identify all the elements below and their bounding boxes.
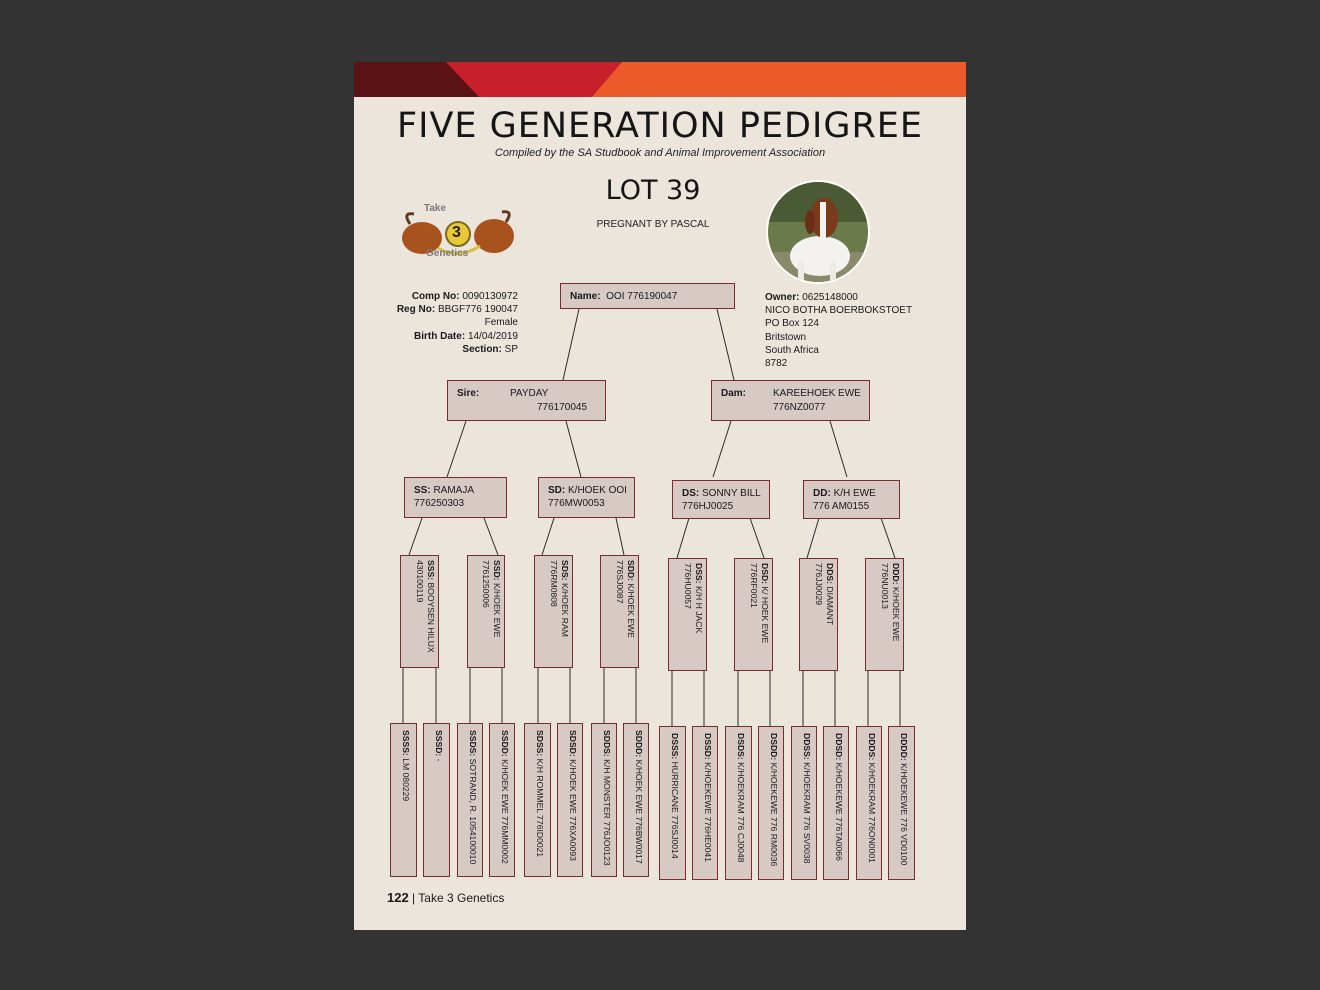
sd-box bbox=[538, 477, 635, 518]
page-footer bbox=[387, 890, 504, 905]
gen4-text-sdd: SDD: K/HOEK EWE 776SJ0087 bbox=[615, 560, 636, 638]
dam-box bbox=[711, 380, 870, 421]
lot-number: LOT 39 bbox=[605, 175, 701, 206]
ss-reg: 776250303 bbox=[414, 498, 465, 509]
dam-name: KAREEHOEK EWE bbox=[773, 388, 861, 399]
page-subtitle: Compiled by the SA Studbook and Animal Improvement Association bbox=[494, 147, 826, 159]
gen5-text-ddss: DDSS: K/HOEKRAM 776 SV0038 bbox=[802, 733, 812, 864]
reg-no-value: BBGF776 190047 bbox=[437, 304, 518, 316]
sire-reg: 776170045 bbox=[537, 402, 588, 413]
footer-separator: | bbox=[412, 891, 416, 905]
dd-box bbox=[803, 480, 900, 519]
gen4-box-sdd bbox=[600, 555, 639, 668]
gen5-text-dssd: DSSD: K/HOEKEWE 776HE0041 bbox=[703, 733, 713, 862]
gen4-box-dsd bbox=[734, 558, 773, 671]
owner-address-4: 8782 bbox=[765, 358, 788, 370]
sire-label: Sire: bbox=[457, 388, 480, 399]
sire-name: PAYDAY bbox=[510, 388, 549, 399]
gen5-text-ddds: DDDS: K/HOEKRAM 776ON0001 bbox=[867, 733, 877, 863]
gen4-box-sds bbox=[534, 555, 573, 668]
gen4-box-sss bbox=[400, 555, 439, 668]
gen5-box-dsdd bbox=[758, 726, 784, 880]
gen5-text-sddd: SDDD: K/HOEK EWE 776BW0017 bbox=[634, 730, 644, 864]
gen4-text-sss: SSS: BOOYSEN HILUX 430100119 bbox=[415, 560, 436, 653]
gen4-box-dss bbox=[668, 558, 707, 671]
gen5-box-ssss bbox=[390, 723, 417, 877]
owner-name: NICO BOTHA BOERBOKSTOET bbox=[765, 305, 913, 317]
gen5-text-dsds: DSDS: K/HOEKRAM 776 CJ0048 bbox=[736, 733, 746, 863]
gen5-box-dssd bbox=[692, 726, 718, 880]
name-value: OOI 776190047 bbox=[606, 291, 678, 302]
gen5-text-sssd: SSSD: - bbox=[434, 730, 444, 762]
sd-label: SD: bbox=[548, 485, 566, 496]
gen4-text-sds: SDS: K/HOEK RAM 776RM0808 bbox=[549, 560, 570, 637]
reg-no-label: Reg No: bbox=[396, 304, 436, 316]
gen5-box-dsss bbox=[659, 726, 686, 880]
logo-take: Take bbox=[424, 203, 447, 214]
gen5-text-sdds: SDDS: K/H MONSTER 776JO0123 bbox=[602, 730, 612, 866]
gen5-text-dsdd: DSDD: K/HOEKEWE 776 RM0036 bbox=[769, 733, 779, 867]
pedigree-page bbox=[354, 62, 966, 930]
owner-address-2: Britstown bbox=[765, 331, 807, 343]
gen5-box-ddds bbox=[856, 726, 882, 880]
gen5-box-sssd bbox=[423, 723, 450, 877]
gen4-text-dsd: DSD: K/ HOEK EWE 776RF0021 bbox=[749, 563, 770, 644]
gen4-text-ddd: DDD: K/HOEK EWE 776NU0013 bbox=[880, 563, 901, 642]
section-value: SP bbox=[504, 343, 518, 355]
logo-genetics: Genetics bbox=[426, 248, 469, 259]
gen4-box-ddd bbox=[865, 558, 904, 671]
gen5-box-dddd bbox=[888, 726, 915, 880]
gen5-box-sdsd bbox=[557, 723, 583, 877]
gen5-text-sdss: SDSS: K/H ROMMEL 776ID0021 bbox=[535, 730, 545, 858]
birth-date-label: Birth Date: bbox=[414, 330, 466, 342]
page-number: 122 bbox=[387, 890, 409, 905]
ds-name: SONNY BILL bbox=[702, 488, 761, 499]
comp-no-value: 0090130972 bbox=[462, 291, 518, 302]
gen5-box-sddd bbox=[623, 723, 649, 877]
ss-label: SS: bbox=[414, 485, 431, 496]
gen5-box-ssds bbox=[457, 723, 483, 877]
animal-name-box bbox=[560, 283, 735, 309]
owner-address-1: PO Box 124 bbox=[765, 318, 819, 330]
section-label: Section: bbox=[462, 343, 502, 355]
gen5-text-dsss: DSSS: HURRICANE 776SJ0014 bbox=[670, 733, 680, 859]
owner-address-3: South Africa bbox=[765, 344, 819, 356]
ss-name: RAMAJA bbox=[433, 485, 475, 496]
ds-reg: 776HJ0025 bbox=[682, 501, 734, 512]
dam-label: Dam: bbox=[721, 388, 747, 399]
dd-label: DD: bbox=[813, 488, 831, 499]
sex-value: Female bbox=[484, 317, 518, 329]
name-label: Name: bbox=[570, 291, 601, 302]
dd-name: K/H EWE bbox=[833, 488, 876, 499]
gen5-text-ssdd: SSDD: K/HOEK EWE 776MM0002 bbox=[500, 730, 510, 864]
gen5-box-ddss bbox=[791, 726, 817, 880]
gen5-box-ddsd bbox=[823, 726, 849, 880]
gen5-box-dsds bbox=[725, 726, 752, 880]
gen5-text-ddsd: DDSD: K/HOEKEWE 776TA0066 bbox=[834, 733, 844, 861]
ds-box bbox=[672, 480, 770, 519]
gen4-text-dss: DSS: K/H H JACK 776HU0057 bbox=[683, 563, 704, 634]
gen5-box-sdss bbox=[524, 723, 551, 877]
logo-number: 3 bbox=[452, 224, 461, 241]
gen5-text-dddd: DDDD: K/HOEKEWE 776 VD0100 bbox=[899, 733, 909, 866]
gen5-text-ssss: SSSS: LM 080229 bbox=[401, 730, 411, 802]
page-title: FIVE GENERATION PEDIGREE bbox=[396, 106, 923, 146]
comp-no-label: Comp No: bbox=[411, 291, 460, 302]
gen5-text-ssds: SSDS: SOTRAND, R. 1054100010 bbox=[468, 730, 478, 865]
gen4-box-ssd bbox=[467, 555, 505, 668]
sd-name: K/HOEK OOI bbox=[568, 485, 627, 496]
gen4-text-ssd: SSD: K/HOEK EWE 7761250006 bbox=[481, 560, 502, 638]
dam-reg: 776NZ0077 bbox=[773, 402, 826, 413]
pregnancy-note: PREGNANT BY PASCAL bbox=[596, 219, 710, 230]
footer-text: Take 3 Genetics bbox=[418, 891, 505, 905]
ss-box bbox=[404, 477, 507, 518]
gen4-box-dds bbox=[799, 558, 838, 671]
gen5-box-sdds bbox=[591, 723, 617, 877]
sire-box bbox=[447, 380, 606, 421]
gen5-text-sdsd: SDSD: K/HOEK EWE 776XA0093 bbox=[568, 730, 578, 861]
dd-reg: 776 AM0155 bbox=[813, 501, 870, 512]
ds-label: DS: bbox=[682, 488, 700, 499]
sd-reg: 776MW0053 bbox=[548, 498, 605, 509]
owner-phone: 0625148000 bbox=[802, 292, 858, 303]
gen4-text-dds: DDS: DIAMANT 776JJ0029 bbox=[814, 563, 835, 626]
owner-label: Owner: bbox=[765, 292, 800, 303]
gen5-box-ssdd bbox=[489, 723, 515, 877]
birth-date-value: 14/04/2019 bbox=[467, 330, 518, 342]
